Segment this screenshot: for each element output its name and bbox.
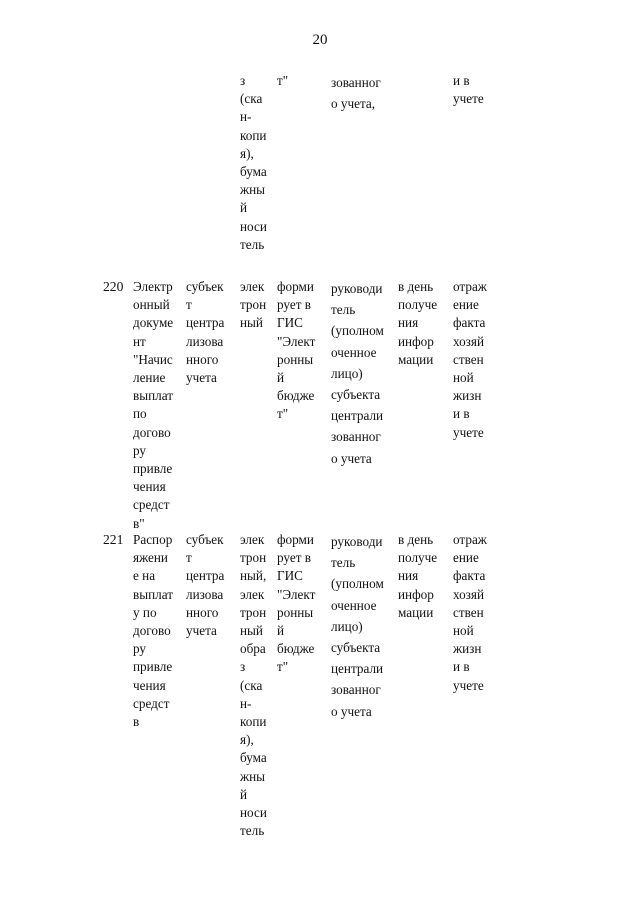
cell-deadline: в день получе ния инфор мации	[398, 532, 438, 620]
cell-form: з (ска н- копи я), бума жны й носи тель	[240, 73, 267, 252]
cell-subject: субъек т центра лизова нного учета	[186, 532, 225, 639]
cell-number: 221	[103, 532, 124, 547]
cell-reflection: отраж ение факта хозяй ствен ной жизн и в учете	[453, 279, 487, 440]
page-number: 20	[312, 32, 328, 48]
cell-number: 220	[103, 279, 124, 294]
cell-reflection: отраж ение факта хозяй ствен ной жизн и в учете	[453, 532, 487, 693]
cell-responsible: руководи тель (уполном оченное лицо) субъекта централи зованног о учета	[331, 281, 384, 466]
cell-method: форми рует в ГИС "Элект ронны й бюдже т"	[277, 279, 316, 422]
cell-reflection: и в учете	[453, 73, 484, 107]
cell-method: т"	[277, 73, 289, 88]
cell-responsible: руководи тель (уполном оченное лицо) субъекта централи зованног о учета	[331, 534, 384, 719]
cell-form: элек трон ный, элек трон ный обра з (ска н- копи я), бума жны й носи тель	[240, 532, 267, 839]
cell-deadline: в день получе ния инфор мации	[398, 279, 438, 367]
cell-method: форми рует в ГИС "Элект ронны й бюдже т"	[277, 532, 316, 675]
cell-form: элек трон ный	[240, 279, 267, 331]
cell-name: Распор яжени е на выплат у по догово ру привле чения средст в	[133, 532, 174, 730]
cell-responsible: зованног о учета,	[331, 75, 381, 112]
cell-name: Электр онный докуме нт "Начис ление выплат по догово ру привле чения средст в"	[133, 279, 174, 531]
cell-subject: субъек т центра лизова нного учета	[186, 279, 225, 386]
